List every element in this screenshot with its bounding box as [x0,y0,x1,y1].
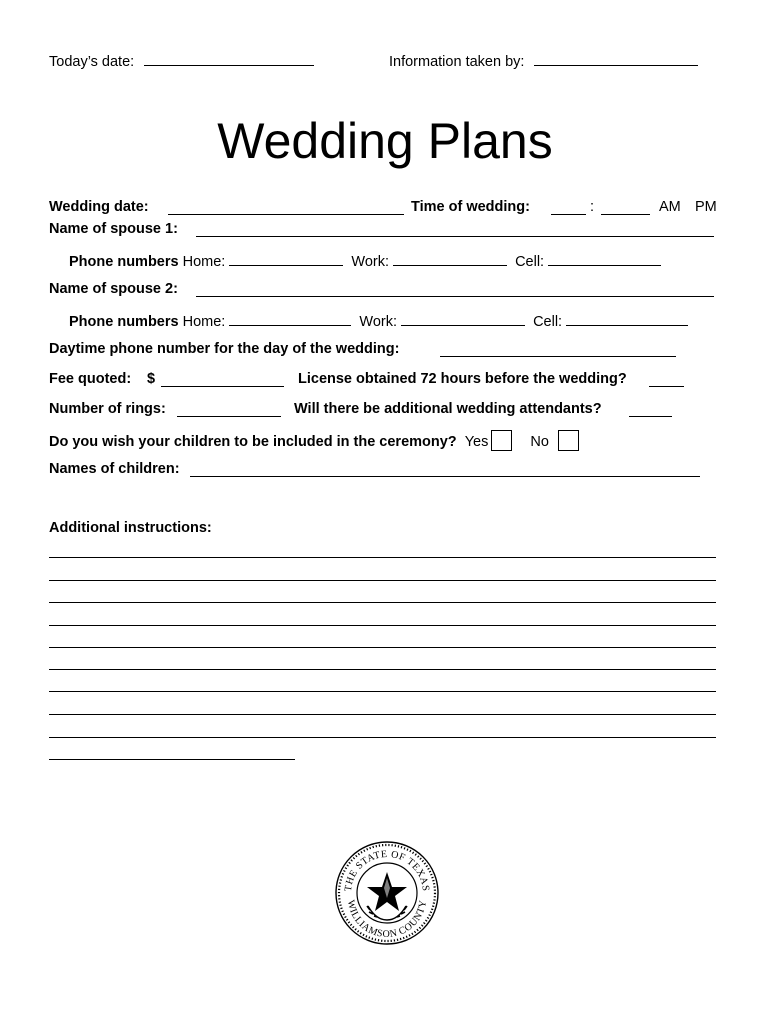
spouse2-name-field[interactable] [196,282,714,297]
fee-quoted-field[interactable] [161,372,284,387]
seal-bottom-text: WILLIAMSON COUNTY [344,899,430,941]
spouse2-phone-row [69,311,688,330]
dollar-sign: $ [147,371,156,387]
fee-quoted-label: Fee quoted: [49,371,132,387]
children-names-field[interactable] [190,462,700,477]
wedding-date-label: Wedding date: [49,199,149,215]
spouse1-phone-row [69,251,661,270]
spouse2-work-phone-field[interactable] [401,311,525,326]
attendants-field[interactable] [629,402,672,417]
attendants-label: Will there be additional wedding attendants? [294,401,602,417]
home-label: Home: [182,314,226,330]
work-label: Work: [359,314,397,330]
time-of-wedding-label: Time of wedding: [411,199,530,215]
time-hour-field[interactable] [551,200,586,215]
yes-label: Yes [464,434,489,450]
pm-option[interactable]: PM [695,199,717,215]
children-question-row [49,430,585,451]
daytime-phone-field[interactable] [440,342,676,357]
todays-date-field[interactable] [144,51,314,66]
instructions-line[interactable] [49,647,716,648]
instructions-line[interactable] [49,737,716,738]
instructions-line[interactable] [49,625,716,626]
additional-instructions-label: Additional instructions: [49,520,212,536]
instructions-line[interactable] [49,580,716,581]
cell-label: Cell: [533,314,563,330]
rings-field[interactable] [177,402,281,417]
phone-numbers-label: Phone numbers [69,314,179,330]
information-taken-by-label: Information taken by: [389,54,525,70]
information-taken-by-field[interactable] [534,51,698,66]
instructions-line[interactable] [49,669,716,670]
am-option[interactable]: AM [659,199,681,215]
texas-star-seal-icon [334,840,440,946]
children-question-label: Do you wish your children to be included in the ceremony? [49,434,457,450]
instructions-line[interactable] [49,759,295,760]
instructions-line[interactable] [49,714,716,715]
phone-numbers-label: Phone numbers [69,254,179,270]
spouse1-name-field[interactable] [196,222,714,237]
todays-date-row [49,51,314,70]
spouse1-cell-phone-field[interactable] [548,251,661,266]
page-title: Wedding Plans [217,113,553,169]
home-label: Home: [182,254,226,270]
spouse2-cell-phone-field[interactable] [566,311,688,326]
license-label: License obtained 72 hours before the wedding? [298,371,627,387]
seal-top-text: THE STATE OF TEXAS [342,848,432,892]
wedding-date-field[interactable] [168,200,404,215]
spouse1-label: Name of spouse 1: [49,221,178,237]
information-taken-by-row [389,51,698,70]
license-field[interactable] [649,372,684,387]
work-label: Work: [351,254,389,270]
children-names-label: Names of children: [49,461,180,477]
spouse1-home-phone-field[interactable] [229,251,343,266]
rings-label: Number of rings: [49,401,166,417]
daytime-phone-label: Daytime phone number for the day of the wedding: [49,341,400,357]
todays-date-label: Today’s date: [49,54,135,70]
no-checkbox[interactable] [558,430,579,451]
spouse1-work-phone-field[interactable] [393,251,507,266]
yes-checkbox[interactable] [491,430,512,451]
cell-label: Cell: [515,254,545,270]
instructions-line[interactable] [49,602,716,603]
spouse2-home-phone-field[interactable] [229,311,351,326]
time-minute-field[interactable] [601,200,650,215]
instructions-line[interactable] [49,691,716,692]
instructions-line[interactable] [49,557,716,558]
no-label: No [530,434,549,450]
time-separator: : [590,199,595,215]
spouse2-label: Name of spouse 2: [49,281,178,297]
